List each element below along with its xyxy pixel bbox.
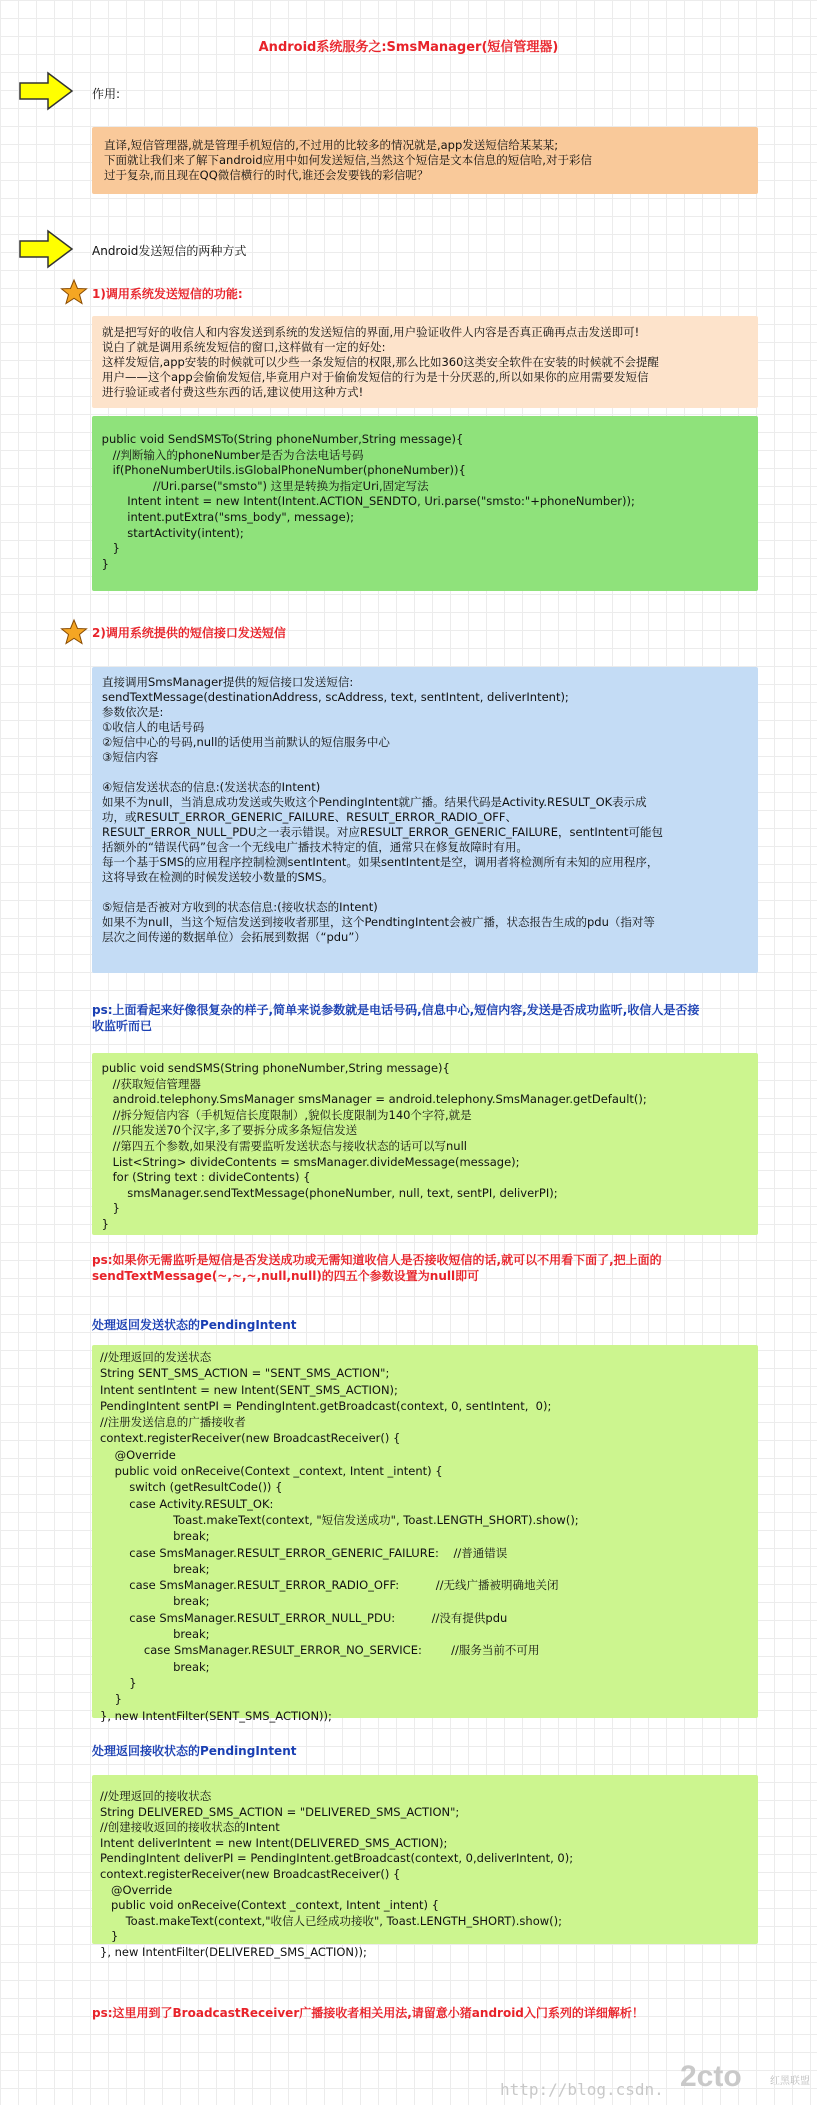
send-sms-code-box	[92, 1053, 758, 1235]
sent-intent-code-box	[92, 1345, 758, 1723]
deliver-intent-label: 处理返回接收状态的PendingIntent	[92, 1744, 297, 1758]
way1-code: public void SendSMSTo(String phoneNumber,String message){ //判断输入的phoneNumber是否为合法电话号码 if(PhoneNumberUtils.isGlobalPhoneNumber(phoneNumber)){ //Uri.parse("smsto") 这里是转换为指定Uri,固定写法 Intent intent = new Intent(Intent.ACTION_SENDTO, Uri.parse("smsto:"+phoneNumber)); intent.putExtra("sms_body", message); startActivity(intent); } }	[101, 432, 635, 571]
way2-title: 2)调用系统提供的短信接口发送短信	[92, 626, 286, 640]
note-broadcast: ps:这里用到了BroadcastReceiver广播接收者相关用法,请留意小猪android入门系列的详细解析！	[92, 2006, 644, 2020]
watermark-url: http://blog.csdn.	[500, 2080, 664, 2099]
way2-text: 直接调用SmsManager提供的短信接口发送短信: sendTextMessage(destinationAddress, scAddress, text, sentIntent, deliverIntent); 参数依次是: ①收信人的电话号码 ②短信中心的号码,null的话使用当前默认的短信服务中心 ③短信内容 ④短信发送状态的信息:(发送状态的Intent) 如果不为null，当消息成功发送或失败这个PendingIntent就广播。结果代码是Activity.RESULT_OK表示成 功，或RESULT_ERROR_GENERIC_FAILURE、RESULT_ERROR_RADIO_OFF、 RESULT_ERROR_NULL_PDU之一表示错误。对应RESULT_ERROR_GENERIC_FAILURE，sentIntent可能包 括额外的“错误代码”包含一个无线电广播技术特定的值，通常只在修复故障时有用。 每一个基于SMS的应用程序控制检测sentIntent。如果sentIntent是空，调用者将检测所有未知的应用程序， 这将导致在检测的时候发送较小数量的SMS。 ⑤短信是否被对方收到的状态信息:(接收状态的Intent) 如果不为null，当这个短信发送到接收者那里，这个PendtingIntent会被广播，状态报告生成的pdu（指对等 层次之间传递的数据单位）会拓展到数据（“pdu”）	[102, 675, 663, 944]
usage-heading: 作用:	[92, 87, 121, 101]
watermark-logo: 2cto	[680, 2060, 742, 2093]
way2-desc-box	[92, 667, 758, 973]
yellow-arrow-icon	[18, 71, 74, 111]
star-icon	[60, 278, 88, 306]
watermark-logo-sub: 红黑联盟	[770, 2076, 810, 2087]
send-sms-code: public void sendSMS(String phoneNumber,String message){ //获取短信管理器 android.telephony.SmsManager smsManager = android.telephony.SmsManager.getDefault(); //拆分短信内容（手机短信长度限制）,貌似长度限制为140个字符,就是 //只能发送70个汉字,多了要拆分成多条短信发送 //第四五个参数,如果没有需要监听发送状态与接收状态的话可以写null List<String> divideContents = smsManager.divideMessage(message); for (String text : divideContents) { smsManager.sendTextMessage(phoneNumber, null, text, sentPI, deliverPI); } }	[101, 1061, 647, 1231]
sent-intent-label: 处理返回发送状态的PendingIntent	[92, 1318, 297, 1332]
sent-intent-code: //处理返回的发送状态 String SENT_SMS_ACTION = "SENT_SMS_ACTION"; Intent sentIntent = new Intent(SENT_SMS_ACTION); PendingIntent sentPI = PendingIntent.getBroadcast(context, 0, sentIntent, 0); //注册发送信息的广播接收者 context.registerReceiver(new BroadcastReceiver() { @Override public void onReceive(Context _context, Intent _intent) { switch (getResultCode()) { case Activity.RESULT_OK: Toast.makeText(context, "短信发送成功", Toast.LENGTH_SHORT).show(); break; case SmsManager.RESULT_ERROR_GENERIC_FAILURE: //普通错误 break; case SmsManager.RESULT_ERROR_RADIO_OFF: //无线广播被明确地关闭 break; case SmsManager.RESULT_ERROR_NULL_PDU: //没有提供pdu break; case SmsManager.RESULT_ERROR_NO_SERVICE: //服务当前不可用 break; } } }, new IntentFilter(SENT_SMS_ACTION));	[100, 1350, 579, 1723]
yellow-arrow-icon	[18, 229, 74, 269]
ways-heading: Android发送短信的两种方式	[92, 244, 247, 258]
usage-box	[92, 127, 758, 194]
way1-text: 就是把写好的收信人和内容发送到系统的发送短信的界面,用户验证收件人内容是否真正确再点击发送即可! 说白了就是调用系统发短信的窗口,这样做有一定的好处: 这样发短信,app安装的时候就可以少些一条发短信的权限,那么比如360这类安全软件在安装的时候就不会提醒 用户——这个app会偷偷发短信,毕竟用户对于偷偷发短信的行为是十分厌恶的,所以如果你的应用需要发短信 进行验证或者付费这些东西的话,建议使用这种方式!	[102, 325, 659, 399]
way1-code-box	[92, 416, 758, 591]
usage-text: 直译,短信管理器,就是管理手机短信的,不过用的比较多的情况就是,app发送短信给某某某; 下面就让我们来了解下android应用中如何发送短信,当然这个短信是文本信息的短信哈,对于彩信 过于复杂,而且现在QQ微信横行的时代,谁还会发要钱的彩信呢？	[104, 138, 592, 182]
note-simplified: ps:上面看起来好像很复杂的样子,简单来说参数就是电话号码,信息中心,短信内容,发送是否成功监听,收信人是否接 收监听而已	[92, 1003, 700, 1033]
deliver-intent-code: //处理返回的接收状态 String DELIVERED_SMS_ACTION = "DELIVERED_SMS_ACTION"; //创建接收返回的接收状态的Intent Intent deliverIntent = new Intent(DELIVERED_SMS_ACTION); PendingIntent deliverPI = PendingIntent.getBroadcast(context, 0,deliverIntent, 0); context.registerReceiver(new BroadcastReceiver() { @Override public void onReceive(Context _context, Intent _intent) { Toast.makeText(context,"收信人已经成功接收", Toast.LENGTH_SHORT).show(); } }, new IntentFilter(DELIVERED_SMS_ACTION));	[100, 1789, 574, 1959]
page-title: Android系统服务之:SmsManager(短信管理器)	[258, 40, 559, 55]
star-icon	[60, 618, 88, 646]
note-optional: ps:如果你无需监听是短信是否发送成功或无需知道收信人是否接收短信的话,就可以不用看下面了,把上面的 sendTextMessage(~,~,~,null,null)的四五个参数设置为null即可	[92, 1253, 662, 1283]
way1-title: 1)调用系统发送短信的功能:	[92, 287, 243, 301]
way1-desc-box	[92, 316, 758, 408]
deliver-intent-code-box	[92, 1775, 758, 1959]
